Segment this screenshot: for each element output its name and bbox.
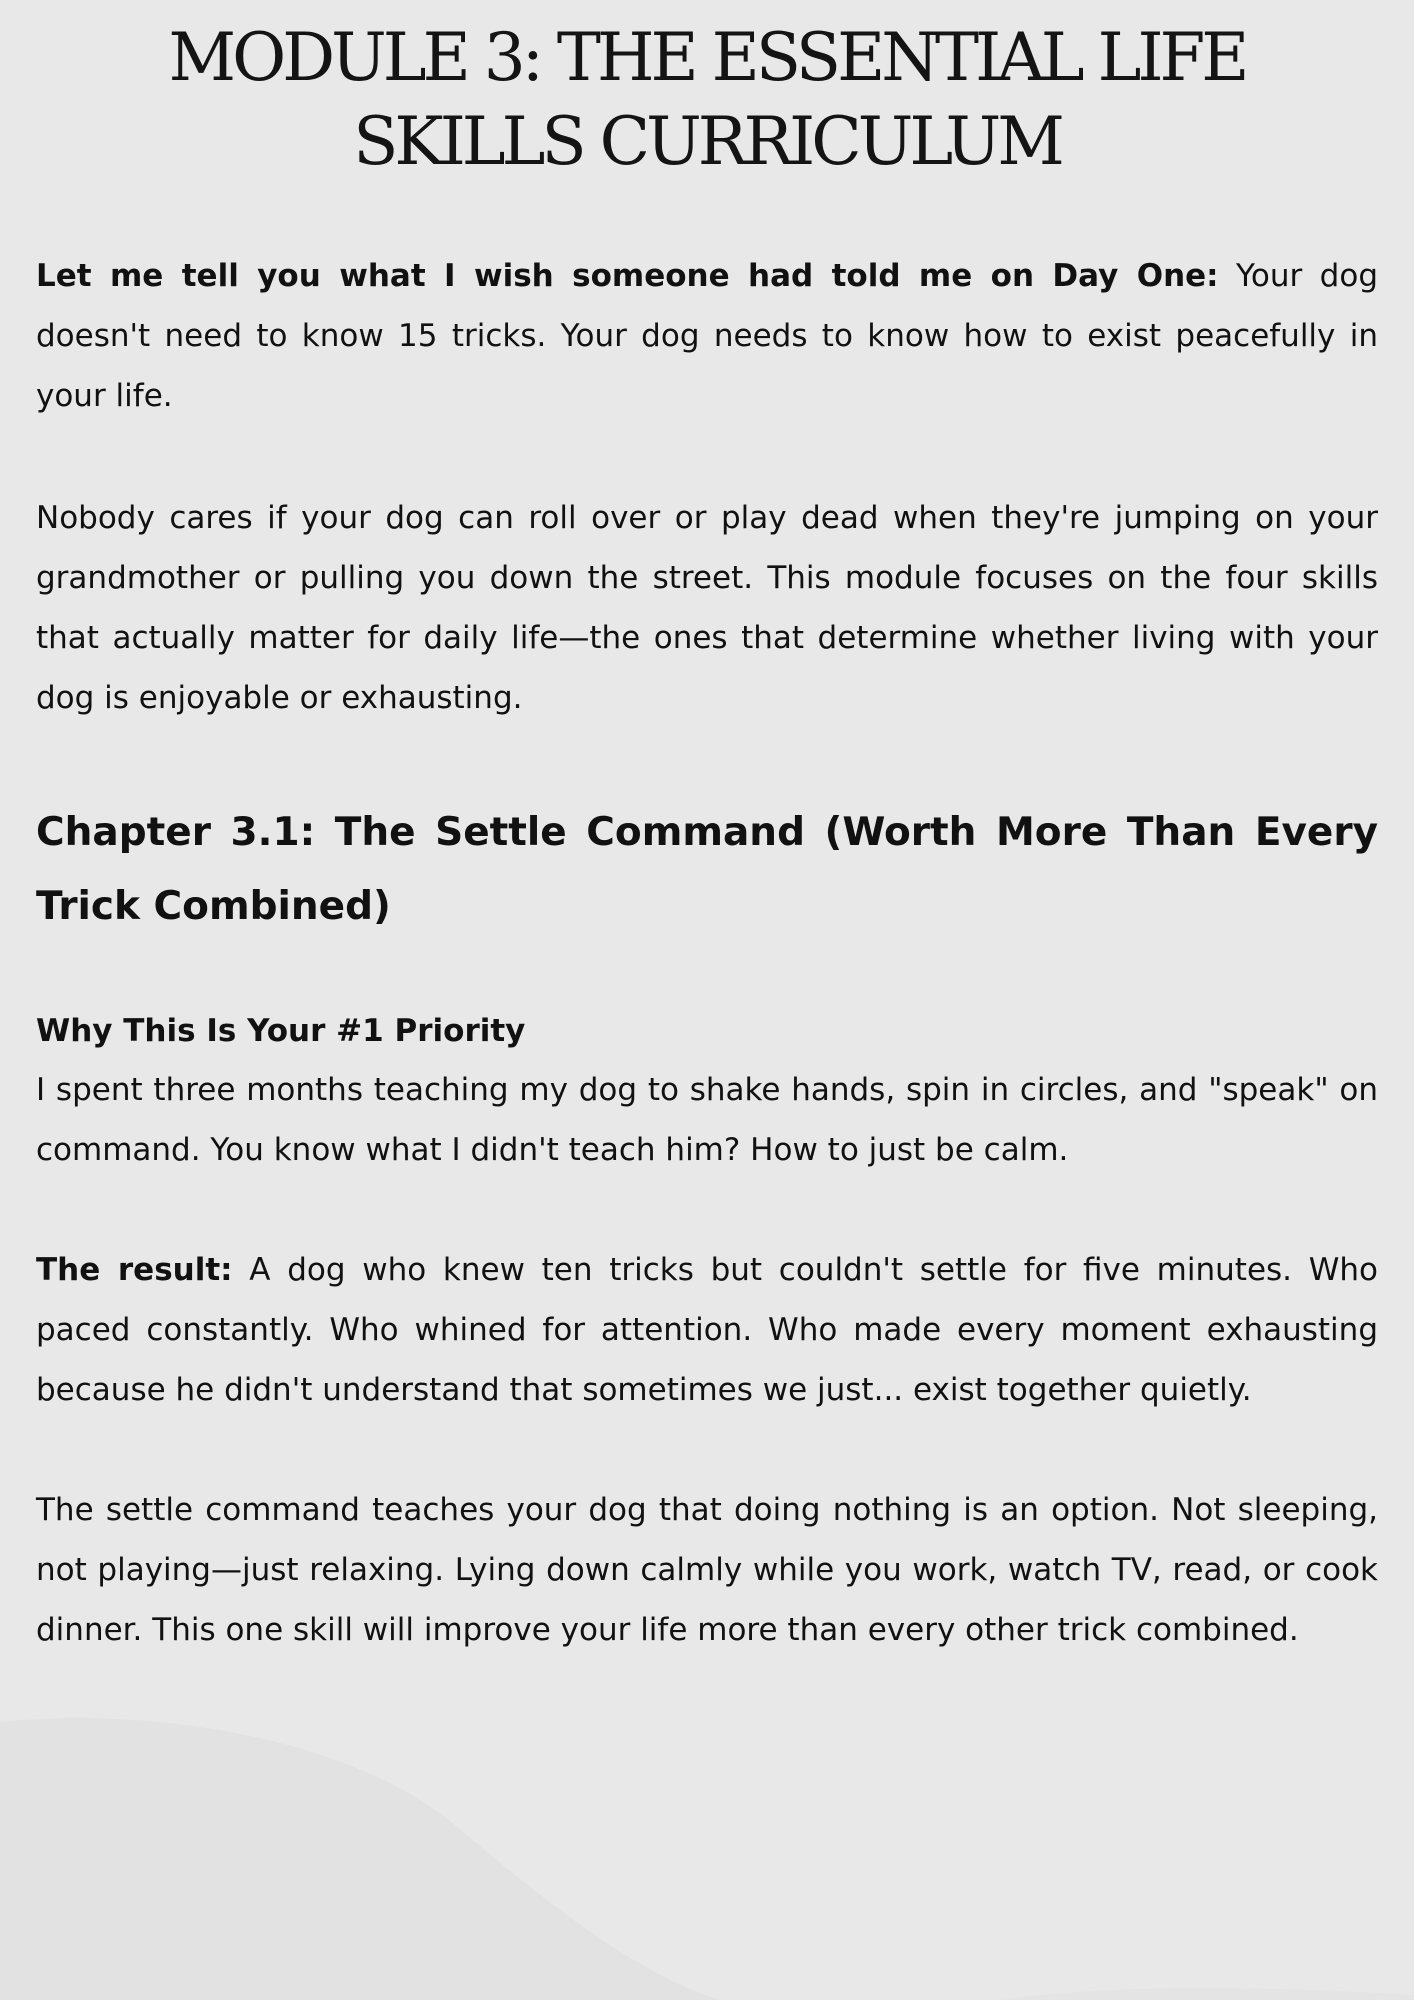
chapter-heading: Chapter 3.1: The Settle Command (Worth More Than Every Trick Combined) bbox=[36, 810, 1378, 929]
intro-paragraph bbox=[36, 246, 1378, 426]
title-line-1: MODULE 3: THE ESSENTIAL LIFE bbox=[168, 19, 1246, 96]
intro-lead: Let me tell you what I wish someone had told me on Day One: bbox=[36, 258, 1219, 294]
closing-paragraph: The settle command teaches your dog that doing nothing is an option. Not sleeping, not playing—just relaxing. Lying down calmly while you work, watch TV, read, or cook dinner. This one skill will improve your life more than every other trick combined. bbox=[36, 1492, 1378, 1648]
module-title bbox=[36, 16, 1378, 184]
intro-text: Your dog doesn't need to know 15 tricks. Your dog needs to know how to exist peacefully in your life. bbox=[36, 258, 1378, 414]
result-paragraph bbox=[36, 1240, 1378, 1420]
title-line-2: SKILLS CURRICULUM bbox=[353, 103, 1061, 180]
result-lead: The result: bbox=[36, 1252, 233, 1288]
result-text: A dog who knew ten tricks but couldn't settle for five minutes. Who paced constantly. Who whined for attention. Who made every moment exhausting because he didn't understand that sometimes we just... exist together quietly. bbox=[36, 1252, 1378, 1408]
section-paragraph: I spent three months teaching my dog to shake hands, spin in circles, and "speak" on command. You know what I didn't teach him? How to just be calm. bbox=[36, 1072, 1378, 1168]
paragraph-2: Nobody cares if your dog can roll over or play dead when they're jumping on your grandmother or pulling you down the street. This module focuses on the four skills that actually matter for daily life—the ones that determine whether living with your dog is enjoyable or exhausting. bbox=[36, 500, 1378, 716]
section-heading: Why This Is Your #1 Priority bbox=[36, 1013, 526, 1049]
